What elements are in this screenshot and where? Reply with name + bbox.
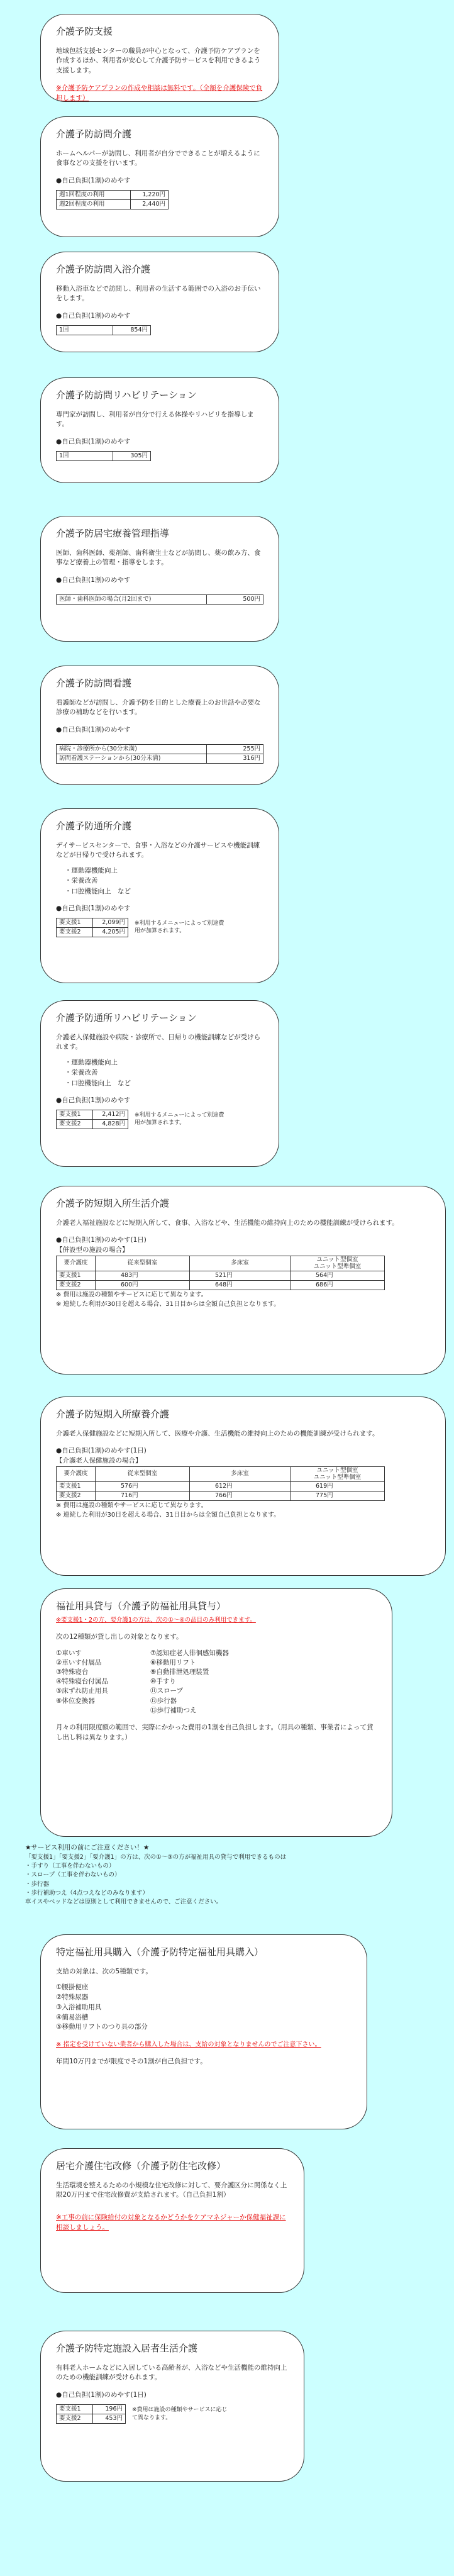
notice-line: ・歩行器	[25, 1880, 50, 1888]
table-note: ※ 費用は施設の種類やサービスに応じて異なります。	[56, 1291, 208, 1299]
card-houmon-kango	[40, 666, 279, 785]
item-list-left	[56, 1649, 150, 1716]
section-text: 専門家が訪問し、利用者が自分で行える体操やリハビリを指導します。	[56, 410, 254, 428]
section-text: 介護老人福祉施設などに短期入所して、食事、入浴などや、生活機能の維持向上のための機能訓練が受けられます。	[56, 1218, 399, 1227]
table-row	[57, 754, 263, 764]
table-header: ユニット型個室 ユニット型準個室	[291, 1466, 385, 1481]
section-text: 医師、歯科医師、薬剤師、歯科衛生士などが訪問し、薬の飲み方、食事など療養上の管理・指導をします。	[56, 549, 261, 567]
cost-table	[56, 325, 151, 335]
table-note: ※ 費用は施設の種類やサービスに応じて異なります。	[56, 1502, 208, 1510]
table-row	[57, 1110, 128, 1119]
table-note: ※ 連続した利用が30日を超える場合、31日目からは全額自己負担となります。	[56, 1301, 280, 1308]
table-row	[57, 1481, 385, 1491]
cost-label: ●自己負担(1割)のめやす	[56, 904, 131, 912]
card-houmon-kaigo	[40, 116, 279, 237]
card-houmon-nyuyoku	[40, 252, 279, 352]
table-cell: 要支援1	[57, 1481, 96, 1491]
section-footer: 年間10万円までが限度でその1割が自己負担です。	[56, 2058, 207, 2065]
section-title: 福祉用具貸与（介護予防福祉用具貸与）	[56, 1600, 226, 1612]
cost-table	[56, 190, 169, 210]
cost-label: ●自己負担(1割)のめやす	[56, 177, 131, 184]
table-cell: 2,440円	[131, 200, 169, 209]
table-cell: 600円	[96, 1280, 190, 1290]
table-cell: 619円	[291, 1481, 385, 1491]
table-cell: 453円	[93, 2414, 126, 2424]
table-cell: 4,205円	[93, 927, 128, 937]
section-title: 介護予防短期入所療養介護	[56, 1408, 170, 1420]
section-subtitle: ※要支援1・2の方、要介護1の方は、次の①～④の品目のみ利用できます。	[56, 1616, 256, 1624]
section-title: 介護予防訪問入浴介護	[56, 264, 151, 275]
list-item: ④簡易浴槽	[56, 2013, 89, 2021]
table-cell: 483円	[96, 1271, 190, 1280]
card-tsusho-rehab	[40, 1000, 279, 1167]
notice-line: ・スロープ（工事を伴わないもの）	[25, 1871, 121, 1879]
section-title: 介護予防通所介護	[56, 820, 132, 832]
section-title: 介護予防支援	[56, 26, 113, 37]
card-kyotaku-ryouyou	[40, 516, 279, 642]
table-row	[57, 1119, 128, 1129]
cost-table	[56, 918, 128, 938]
table-cell: 要支援2	[57, 1491, 96, 1500]
section-title: 介護予防訪問リハビリテーション	[56, 389, 197, 401]
section-intro: 支給の対象は、次の5種類です。	[56, 1967, 152, 1975]
table-cell: 500円	[207, 594, 263, 604]
table-header-row	[57, 1466, 385, 1481]
list-item: ・運動器機能向上	[65, 1059, 118, 1066]
table-cell: 316円	[207, 754, 263, 764]
list-item: ・口腔機能向上 など	[65, 1079, 131, 1087]
table-header: 多床室	[190, 1256, 291, 1271]
cost-label: ●自己負担(1割)のめやす(1日)	[56, 1236, 147, 1244]
table-cell: 4,828円	[93, 1119, 128, 1129]
notice-line: ・手すり（工事を伴わないもの）	[25, 1863, 115, 1870]
cost-table	[56, 1256, 385, 1290]
notice-line: ・歩行補助つえ（4点つえなどのみなります）	[25, 1889, 149, 1897]
bullet-list	[65, 866, 263, 896]
section-text: 介護老人保健施設や病院・診療所で、日帰りの機能訓練などが受けられます。	[56, 1033, 261, 1051]
cost-table	[56, 744, 263, 764]
list-item: ⑨自動排泄処理装置	[150, 1668, 209, 1676]
card-jutaku-kaishu	[40, 2148, 304, 2293]
table-row	[57, 918, 128, 927]
list-item: ⑧移動用リフト	[150, 1658, 196, 1666]
table-cell: 2,099円	[93, 918, 128, 927]
list-item: ・運動器機能向上	[65, 867, 118, 874]
table-cell: 要支援2	[57, 927, 93, 937]
table-cell: 305円	[113, 451, 151, 460]
list-item: ①車いす	[56, 1649, 82, 1657]
table-cell: 医師・歯科医師の場合(月2回まで)	[57, 594, 207, 604]
list-item: ③入浴補助用具	[56, 2003, 102, 2011]
table-note: ※ 連続した利用が30日を超える場合、31日目からは全額自己負担となります。	[56, 1512, 280, 1519]
section-title: 介護予防短期入所生活介護	[56, 1198, 170, 1209]
cost-table	[56, 451, 151, 461]
table-cell: 854円	[113, 325, 151, 335]
table-cell: 病院・診療所から(30分未満)	[57, 744, 207, 754]
card-tanki-ryouyou	[40, 1397, 446, 1576]
cost-label: ●自己負担(1割)のめやす(1日)	[56, 1447, 147, 1455]
cost-label: ●自己負担(1割)のめやす	[56, 1096, 131, 1104]
section-title: 特定福祉用具購入（介護予防特定福祉用具購入）	[56, 1946, 264, 1958]
section-title: 居宅介護住宅改修（介護予防住宅改修）	[56, 2160, 226, 2172]
price-note: ※利用するメニューによって別途費用が加算されます。	[135, 1112, 224, 1127]
table-cell: 612円	[190, 1481, 291, 1491]
section-text: 有料老人ホームなどに入居している高齢者が、入浴などや生活機能の維持向上のための機能訓練が受けられます。	[56, 2363, 287, 2382]
section-title: 介護予防特定施設入居者生活介護	[56, 2343, 198, 2354]
section-title: 介護予防通所リハビリテーション	[56, 1012, 197, 1023]
table-cell: 訪問看護ステーションから(30分未満)	[57, 754, 207, 764]
list-item: ④特殊寝台付属品	[56, 1678, 108, 1686]
cost-table	[56, 2404, 126, 2424]
card-fukushi-yougu-taiyo	[40, 1588, 392, 1837]
cost-label: ●自己負担(1割)のめやす(1日)	[56, 2391, 147, 2399]
table-header: ユニット型個室 ユニット型準個室	[291, 1256, 385, 1271]
card-tanki-seikatsu	[40, 1186, 446, 1374]
table-cell: 196円	[93, 2404, 126, 2414]
table-row	[57, 190, 169, 199]
cost-label: ●自己負担(1割)のめやす	[56, 726, 131, 733]
table-row	[57, 594, 263, 604]
table-cell: 648円	[190, 1280, 291, 1290]
table-subtitle: 【併設型の施設の場合】	[56, 1246, 129, 1254]
list-item: ③特殊寝台	[56, 1668, 89, 1676]
table-header: 要介護度	[57, 1466, 96, 1481]
notice-line: 「要支援1」「要支援2」「要介護1」の方は、次の①～③の方が福祉用具の貸与で利用できるものは	[25, 1853, 287, 1861]
notice-heading: ★サービス利用の前にご注意ください！★	[25, 1844, 150, 1851]
table-cell: 766円	[190, 1491, 291, 1500]
table-cell: 週1回程度の利用	[57, 190, 131, 199]
list-item: ・口腔機能向上 など	[65, 887, 131, 895]
item-list	[56, 1983, 352, 2032]
table-row	[57, 451, 151, 460]
table-cell: 1,220円	[131, 190, 169, 199]
list-item: ・栄養改善	[65, 877, 98, 885]
table-cell: 1回	[57, 451, 113, 460]
cost-label: ●自己負担(1割)のめやす	[56, 312, 131, 320]
section-note: ※ 指定を受けていない業者から購入した場合は、支給の対象となりませんのでご注意下さい。	[56, 2041, 321, 2048]
table-cell: 要支援1	[57, 918, 93, 927]
section-text: 地域包括支援センターの職員が中心となって、介護予防ケアプランを作成するほか、利用者が安心して介護予防サービスを利用できるよう支援します。	[56, 47, 261, 74]
table-cell: 要支援1	[57, 1271, 96, 1280]
card-houmon-rehab	[40, 377, 279, 483]
section-footer: 月々の利用限度額の範囲で、実際にかかった費用の1割を自己負担します。（用具の種類、事業者によって貸し出し料は異なります。）	[56, 1724, 374, 1741]
list-item: ⑫歩行器	[150, 1697, 177, 1705]
section-text: 看護師などが訪問し、介護予防を目的とした療養上のお世話や必要な診療の補助などを行います。	[56, 698, 261, 716]
table-header: 多床室	[190, 1466, 291, 1481]
table-row	[57, 1491, 385, 1500]
table-cell: 576円	[96, 1481, 190, 1491]
notice-line: 車イスやベッドなどは原則として利用できませんので、ご注意ください。	[25, 1899, 223, 1905]
table-cell: 2,412円	[93, 1110, 128, 1119]
table-cell: 564円	[291, 1271, 385, 1280]
section-text: 生活環境を整えるための小規模な住宅改修に対して、要介護区分に関係なく上限20万円まで住宅改修費が支給されます。（自己負担1割）	[56, 2181, 287, 2199]
table-header: 従来型個室	[96, 1256, 190, 1271]
table-row	[57, 927, 128, 937]
cost-label: ●自己負担(1割)のめやす	[56, 576, 131, 584]
bullet-list	[65, 1057, 263, 1088]
cost-table	[56, 594, 263, 605]
list-item: ⑪スロープ	[150, 1687, 183, 1695]
section-title: 介護予防訪問介護	[56, 128, 132, 140]
table-header: 要介護度	[57, 1256, 96, 1271]
table-cell: 255円	[207, 744, 263, 754]
section-intro: 次の12種類が貸し出しの対象となります。	[56, 1632, 183, 1641]
section-text: 移動入浴車などで訪問し、利用者の生活する範囲での入浴のお手伝いをします。	[56, 284, 261, 303]
cost-label: ●自己負担(1割)のめやす	[56, 438, 131, 445]
card-tsusho-kaigo	[40, 808, 279, 983]
usage-notice	[25, 1843, 440, 1907]
card-kaigo-yobo-shien	[40, 14, 279, 102]
section-note: ※工事の前に保険給付の対象となるかどうかをケアマネジャーか保健福祉課に相談しましょう。	[56, 2214, 286, 2231]
table-row	[57, 325, 151, 335]
list-item: ⑤移動用リフトのつり具の部分	[56, 2023, 148, 2031]
cost-table	[56, 1466, 385, 1501]
table-row	[57, 1271, 385, 1280]
table-cell: 要支援2	[57, 1119, 93, 1129]
table-cell: 要支援1	[57, 1110, 93, 1119]
list-item: ⑬歩行補助つえ	[150, 1706, 197, 1714]
list-item: ⑩手すり	[150, 1678, 176, 1686]
section-text: ホームヘルパーが訪問し、利用者が自分でできることが増えるように食事などの支援を行います。	[56, 149, 260, 167]
table-subtitle: 【介護老人保健施設の場合】	[56, 1457, 142, 1464]
card-tokutei-fukushi-yougu	[40, 1934, 367, 2129]
cost-table	[56, 1110, 128, 1130]
table-row	[57, 744, 263, 754]
table-cell: 要支援2	[57, 2414, 93, 2424]
section-note: ※介護予防ケアプランの作成や相談は無料です。（全額を介護保険で負担します）	[56, 84, 263, 102]
list-item: ⑥体位変換器	[56, 1697, 95, 1705]
list-item: ②特殊尿器	[56, 1993, 89, 2001]
table-cell: 686円	[291, 1280, 385, 1290]
table-header: 従来型個室	[96, 1466, 190, 1481]
table-cell: 1回	[57, 325, 113, 335]
table-cell: 要支援1	[57, 2404, 93, 2414]
item-list-right	[150, 1649, 229, 1716]
table-cell: 775円	[291, 1491, 385, 1500]
section-text: 介護老人保健施設などに短期入所して、医療や介護、生活機能の維持向上のための機能訓練が受けられます。	[56, 1429, 379, 1437]
table-cell: 716円	[96, 1491, 190, 1500]
table-row	[57, 1280, 385, 1290]
table-row	[57, 2404, 126, 2414]
table-cell: 要支援2	[57, 1280, 96, 1290]
list-item: ②車いす付属品	[56, 1658, 102, 1666]
price-note: ※費用は施設の種類やサービスに応じて異なります。	[132, 2406, 228, 2421]
table-header-row	[57, 1256, 385, 1271]
list-item: ⑦認知症老人徘徊感知機器	[150, 1649, 229, 1657]
card-tokutei-shisetsu	[40, 2331, 304, 2482]
price-note: ※利用するメニューによって別途費用が加算されます。	[135, 920, 224, 935]
section-text: デイサービスセンターで、食事・入浴などの介護サービスや機能訓練などが日帰りで受けられます。	[56, 841, 260, 859]
table-cell: 週2回程度の利用	[57, 200, 131, 209]
list-item: ⑤床ずれ防止用具	[56, 1687, 108, 1695]
table-row	[57, 200, 169, 209]
table-row	[57, 2414, 126, 2424]
section-title: 介護予防訪問看護	[56, 677, 132, 689]
list-item: ・栄養改善	[65, 1069, 98, 1077]
table-cell: 521円	[190, 1271, 291, 1280]
list-item: ①腰掛便座	[56, 1983, 89, 1992]
section-title: 介護予防居宅療養管理指導	[56, 528, 170, 539]
